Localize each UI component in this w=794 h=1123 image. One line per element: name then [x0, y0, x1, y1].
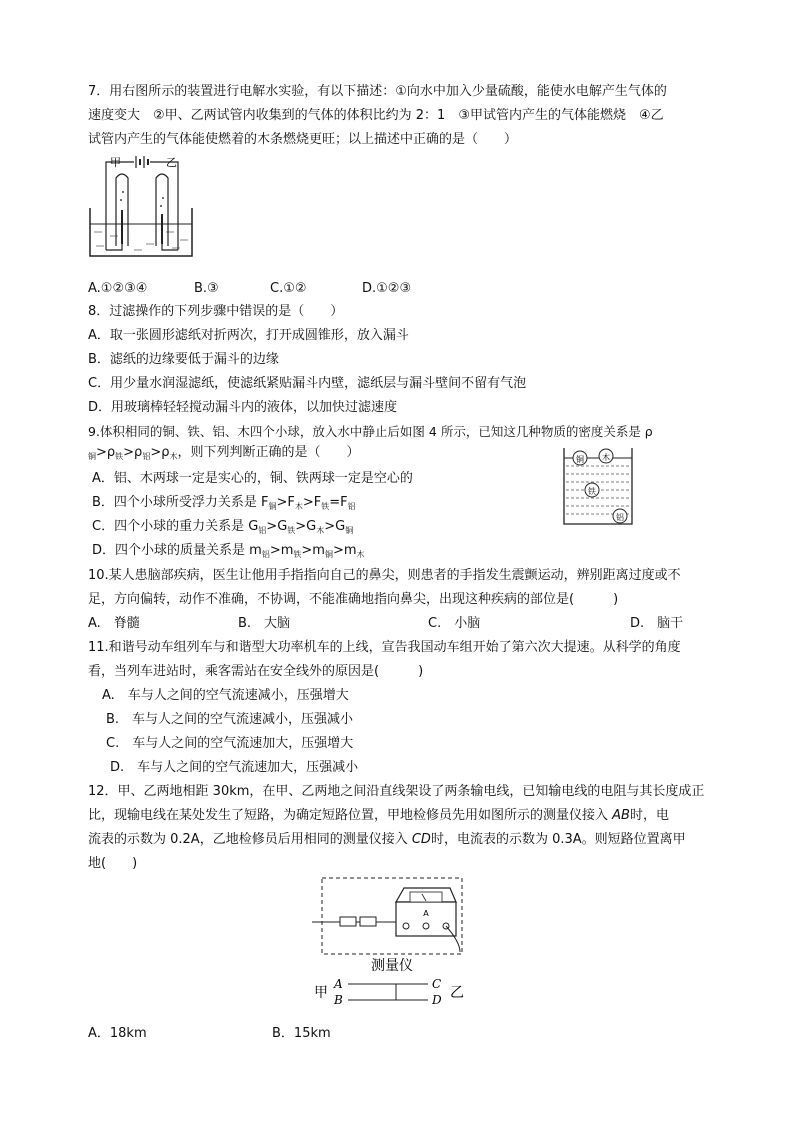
q7-line2: 速度变大 ②甲、乙两试管内收集到的气体的体积比约为 2：1 ③甲试管内产生的气体能燃烧 ④乙: [88, 108, 664, 123]
location-jia-label: 甲: [314, 985, 328, 1001]
q11-option-b[interactable]: B. 车与人之间的空气流速减小，压强减小: [106, 712, 354, 727]
point-b-label: B: [334, 993, 343, 1007]
q10-option-c[interactable]: C. 小脑: [428, 616, 481, 631]
location-yi-label: 乙: [450, 985, 464, 1001]
q12-line2: 比，现输电线在某处发生了短路，为确定短路位置，甲地检修员先用如图所示的测量仪接入 AB时，电: [88, 808, 669, 823]
measuring-instrument-figure: [310, 872, 470, 1014]
q11-option-c[interactable]: C. 车与人之间的空气流速加大，压强增大: [106, 736, 354, 751]
floating-balls-figure: [562, 446, 634, 526]
q10-line2: 足，方向偏转，动作不准确，不协调，不能准确地指向鼻尖，出现这种疾病的部位是( ): [88, 592, 619, 607]
q11-option-a[interactable]: A. 车与人之间的空气流速减小，压强增大: [102, 688, 349, 703]
ball-label-iron: 铁: [588, 487, 596, 496]
q10-option-a[interactable]: A. 脊髓: [88, 616, 140, 631]
q7-line1: 7．用右图所示的装置进行电解水实验，有以下描述：①向水中加入少量硫酸，能使水电解产生气体的: [88, 84, 667, 99]
point-d-label: D: [432, 993, 442, 1007]
q8-option-b[interactable]: B．滤纸的边缘要低于漏斗的边缘: [88, 352, 279, 367]
q12-line1: 12．甲、乙两地相距 30km，在甲、乙两地之间沿直线架设了两条输电线，已知输电线的电阻与其长度成正: [88, 784, 705, 799]
instrument-caption: 测量仪: [371, 958, 413, 974]
tube-label-yi: 乙: [166, 156, 177, 169]
q10-line1: 10.某人患脑部疾病，医生让他用手指指向自己的鼻尖，则患者的手指发生震颤运动，辨别距离过度或不: [88, 568, 681, 583]
q7-option-d[interactable]: D.①②③: [362, 281, 412, 296]
q7-option-c[interactable]: C.①②: [270, 281, 307, 296]
q9-option-b[interactable]: B．四个小球所受浮力关系是 $F_铜>F_木>F_铁=F_铝$: [92, 495, 356, 511]
q8-option-a[interactable]: A．取一张圆形滤纸对折两次，打开成圆锥形，放入漏斗: [88, 328, 409, 343]
ball-label-aluminum: 铝: [616, 513, 624, 522]
q7-line3: 试管内产生的气体能使燃着的木条燃烧更旺；以上描述中正确的是（ ）: [88, 132, 518, 147]
ball-label-copper: 铜: [576, 455, 584, 464]
electrolysis-apparatus-figure: [86, 150, 196, 262]
point-a-label: A: [334, 977, 343, 991]
q12-option-b[interactable]: B．15km: [272, 1026, 331, 1041]
ball-label-wood: 木: [602, 453, 610, 462]
q8-option-c[interactable]: C．用少量水润湿滤纸，使滤纸紧贴漏斗内壁，滤纸层与漏斗壁间不留有气泡: [88, 376, 527, 391]
q11-line1: 11.和谐号动车组列车与和谐型大功率机车的上线，宣告我国动车组开始了第六次大提速。从科学的角度: [88, 640, 681, 655]
point-c-label: C: [432, 977, 442, 991]
q12-line3: 流表的示数为 0.2A，乙地检修员后用相同的测量仪接入 CD时，电流表的示数为 0.3A。则短路位置离甲: [88, 832, 686, 847]
q7-option-b[interactable]: B.③: [194, 281, 219, 296]
q12-line4: 地( ): [88, 856, 138, 871]
q9-line2: $_铜>\rho_铁>\rho_铝>\rho_木$，则下列判断正确的是（ ）: [88, 445, 360, 461]
q12-option-a[interactable]: A．18km: [88, 1026, 147, 1041]
ammeter-letter: A: [423, 909, 429, 918]
q7-option-a[interactable]: A.①②③④: [88, 281, 148, 296]
q10-option-d[interactable]: D. 脑干: [630, 616, 684, 631]
tube-label-jia: 甲: [110, 156, 121, 169]
q8-stem: 8．过滤操作的下列步骤中错误的是（ ）: [88, 304, 344, 319]
q11-option-d[interactable]: D. 车与人之间的空气流速加大，压强减小: [110, 760, 359, 775]
q8-option-d[interactable]: D．用玻璃棒轻轻搅动漏斗内的液体，以加快过滤速度: [88, 400, 398, 415]
q9-option-a[interactable]: A．铝、木两球一定是实心的，铜、铁两球一定是空心的: [92, 471, 413, 486]
q9-option-c[interactable]: C．四个小球的重力关系是 $G_铝>G_铁>G_木>G_铜$: [92, 519, 354, 535]
q11-line2: 看，当列车进站时，乘客需站在安全线外的原因是( ): [88, 664, 424, 679]
q10-option-b[interactable]: B. 大脑: [238, 616, 291, 631]
q9-line1: 9.体积相同的铜、铁、铝、木四个小球，放入水中静止后如图 4 所示，已知这几种物质的密度关系是 ρ: [88, 424, 653, 439]
q9-option-d[interactable]: D．四个小球的质量关系是 $m_铝>m_铁>m_铜>m_木$: [92, 543, 365, 559]
